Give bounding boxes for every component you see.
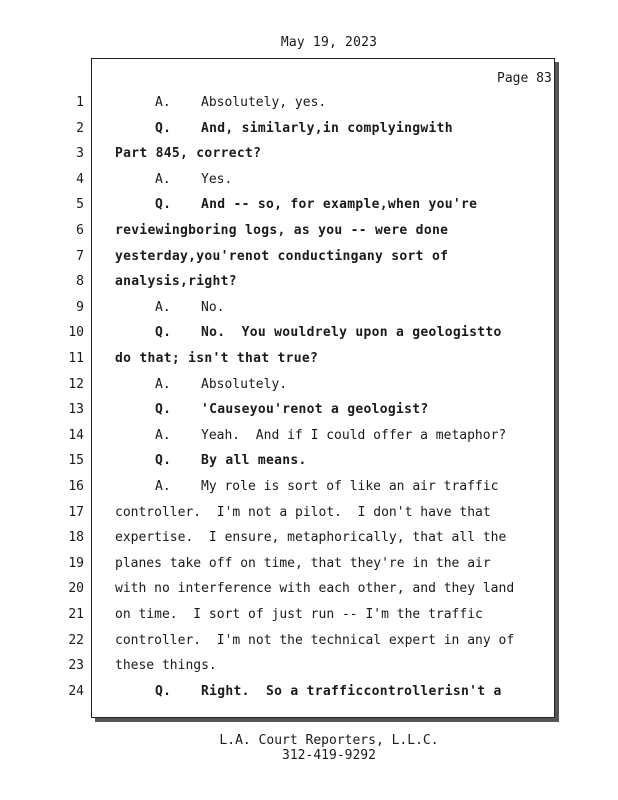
line-text: planes take off on time, that they're in the air (115, 556, 491, 571)
line-number: 20 (68, 581, 84, 596)
line-number: 16 (68, 479, 84, 494)
footer-company: L.A. Court Reporters, L.L.C. (219, 733, 439, 748)
speaker-label: Q. (155, 325, 172, 340)
line-number: 22 (68, 633, 84, 648)
line-text: Absolutely, yes. (201, 95, 327, 110)
line-text: Absolutely. (201, 377, 288, 392)
line-text: Right. So a trafficcontrollerisn't a (201, 684, 502, 699)
line-number: 14 (68, 428, 84, 443)
speaker-label: Q. (155, 453, 172, 468)
speaker-label: Q. (155, 402, 172, 417)
line-number: 1 (76, 95, 84, 110)
line-number: 2 (76, 121, 84, 136)
line-text: Yeah. And if I could offer a metaphor? (201, 428, 507, 443)
speaker-label: A. (155, 428, 171, 443)
line-text: on time. I sort of just run -- I'm the traffic (115, 607, 483, 622)
speaker-label: A. (155, 377, 171, 392)
line-text: And, similarly,in complyingwith (201, 121, 453, 136)
line-number: 3 (76, 146, 84, 161)
line-text: No. You wouldrely upon a geologistto (201, 325, 502, 340)
line-text: Part 845, correct? (115, 146, 262, 161)
line-number: 4 (76, 172, 84, 187)
line-text: controller. I'm not a pilot. I don't have that (115, 505, 491, 520)
line-number: 15 (68, 453, 84, 468)
line-text: My role is sort of like an air traffic (201, 479, 499, 494)
line-number: 11 (68, 351, 84, 366)
speaker-label: Q. (155, 197, 172, 212)
line-text: analysis,right? (115, 274, 237, 289)
line-text: controller. I'm not the technical expert in any of (115, 633, 515, 648)
line-number: 12 (68, 377, 84, 392)
line-text: Yes. (201, 172, 233, 187)
line-number: 8 (76, 274, 84, 289)
line-text: 'Causeyou'renot a geologist? (201, 402, 429, 417)
speaker-label: A. (155, 479, 171, 494)
line-text: No. (201, 300, 225, 315)
line-number: 13 (68, 402, 84, 417)
line-text: reviewingboring logs, as you -- were done (115, 223, 449, 238)
speaker-label: A. (155, 300, 171, 315)
line-number: 6 (76, 223, 84, 238)
line-number: 18 (68, 530, 84, 545)
speaker-label: A. (155, 95, 171, 110)
line-text: with no interference with each other, and they land (115, 581, 515, 596)
footer-phone: 312-419-9292 (282, 748, 376, 763)
speaker-label: Q. (155, 684, 172, 699)
line-text: By all means. (201, 453, 307, 468)
speaker-label: Q. (155, 121, 172, 136)
line-number: 19 (68, 556, 84, 571)
line-text: And -- so, for example,when you're (201, 197, 478, 212)
line-text: yesterday,you'renot conductingany sort of (115, 249, 449, 264)
transcript-date: May 19, 2023 (280, 35, 378, 50)
page-number: Page 83 (497, 71, 552, 86)
line-number: 9 (76, 300, 84, 315)
line-text: do that; isn't that true? (115, 351, 319, 366)
line-text: expertise. I ensure, metaphorically, that all the (115, 530, 507, 545)
line-number: 24 (68, 684, 84, 699)
line-text: these things. (115, 658, 217, 673)
line-number: 17 (68, 505, 84, 520)
line-number: 21 (68, 607, 84, 622)
line-number: 23 (68, 658, 84, 673)
line-number: 10 (68, 325, 84, 340)
line-number: 5 (76, 197, 84, 212)
speaker-label: A. (155, 172, 171, 187)
line-number: 7 (76, 249, 84, 264)
